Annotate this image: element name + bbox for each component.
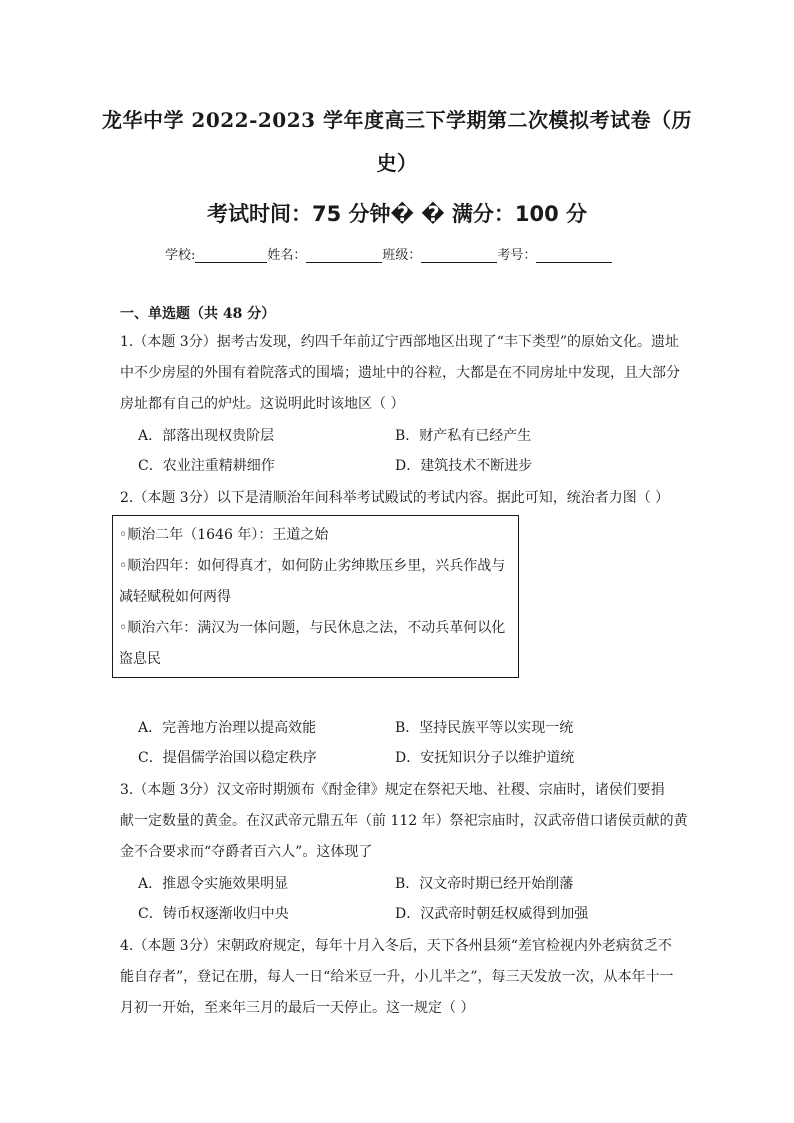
name-blank[interactable] [306,248,382,263]
q2-option-c[interactable]: C．提倡儒学治国以稳定秩序 [138,750,317,766]
exam-title-line-1: 龙华中学 2022-2023 学年度高三下学期第二次模拟考试卷（历 [101,108,693,132]
class-label: 班级： [382,248,422,263]
exam-title-line-2: 史） [376,151,418,175]
q3-line-1: 3.（本题 3分）汉文帝时期颁布《酎金律》规定在祭祀天地、社稷、宗庙时，诸侯们要捐 [120,782,665,798]
q2-quote-line-2: ◦顺治四年：如何得真才，如何防止劣绅欺压乡里，兴兵作战与 [119,558,506,574]
number-label: 考号： [497,248,537,263]
q3-option-a[interactable]: A．推恩令实施效果明显 [138,876,289,892]
q1-option-c[interactable]: C．农业注重精耕细作 [138,458,275,474]
q2-option-b[interactable]: B．坚持民族平等以实现一统 [395,720,574,736]
q1-line-3: 房址都有自己的炉灶。这说明此时该地区（ ） [120,396,405,412]
q3-option-c[interactable]: C．铸币权逐渐收归中央 [138,906,289,922]
q2-option-a[interactable]: A．完善地方治理以提高效能 [138,720,317,736]
student-info-row [165,244,612,263]
q1-option-b[interactable]: B．财产私有已经产生 [395,428,532,444]
school-label: 学校: [165,248,196,263]
q1-option-a[interactable]: A．部落出现权贵阶层 [138,428,275,444]
exam-info: 考试时间：75 分钟� � 满分：100 分 [206,202,588,226]
q1-line-1: 1.（本题 3分）据考古发现，约四千年前辽宁西部地区出现了“丰下类型”的原始文化。遗址 [120,334,680,350]
section-title: 一、单选题（共 48 分） [120,306,276,322]
q3-option-d[interactable]: D．汉武帝时朝廷权威得到加强 [395,906,589,922]
q2-line-1: 2.（本题 3分）以下是清顺治年间科举考试殿试的考试内容。据此可知，统治者力图（ ） [120,490,670,506]
q3-line-2: 献一定数量的黄金。在汉武帝元鼎五年（前 112 年）祭祀宗庙时，汉武帝借口诸侯贡献的黄 [120,813,688,829]
q1-option-d[interactable]: D．建筑技术不断进步 [395,458,533,474]
q4-line-1: 4.（本题 3分）宋朝政府规定，每年十月入冬后，天下各州县须“差官检视内外老病贫乏不 [120,938,672,954]
q2-quote-line-5: 盗息民 [119,651,161,667]
class-blank[interactable] [421,248,497,263]
q2-quote-line-1: ◦顺治二年（1646 年）：王道之始 [119,527,329,543]
q2-option-d[interactable]: D．安抚知识分子以维护道统 [395,750,575,766]
school-blank[interactable] [195,248,267,263]
q3-option-b[interactable]: B．汉文帝时期已经开始削藩 [395,876,574,892]
q4-line-2: 能自存者”，登记在册，每人一日“给米豆一升，小儿半之”，每三天发放一次，从本年十一 [120,969,674,985]
q1-line-2: 中不少房屋的外围有着院落式的围墙；遗址中的谷粒，大都是在不同房址中发现，且大部分 [120,365,680,381]
q2-quote-line-4: ◦顺治六年：满汉为一体问题，与民休息之法，不动兵革何以化 [119,620,506,636]
q2-quote-line-3: 减轻赋税如何两得 [119,589,231,605]
q4-line-3: 月初一开始，至来年三月的最后一天停止。这一规定（ ） [120,1000,475,1016]
q3-line-3: 金不合要求而“夺爵者百六人”。这体现了 [120,844,373,860]
number-blank[interactable] [536,248,612,263]
name-label: 姓名： [267,248,307,263]
